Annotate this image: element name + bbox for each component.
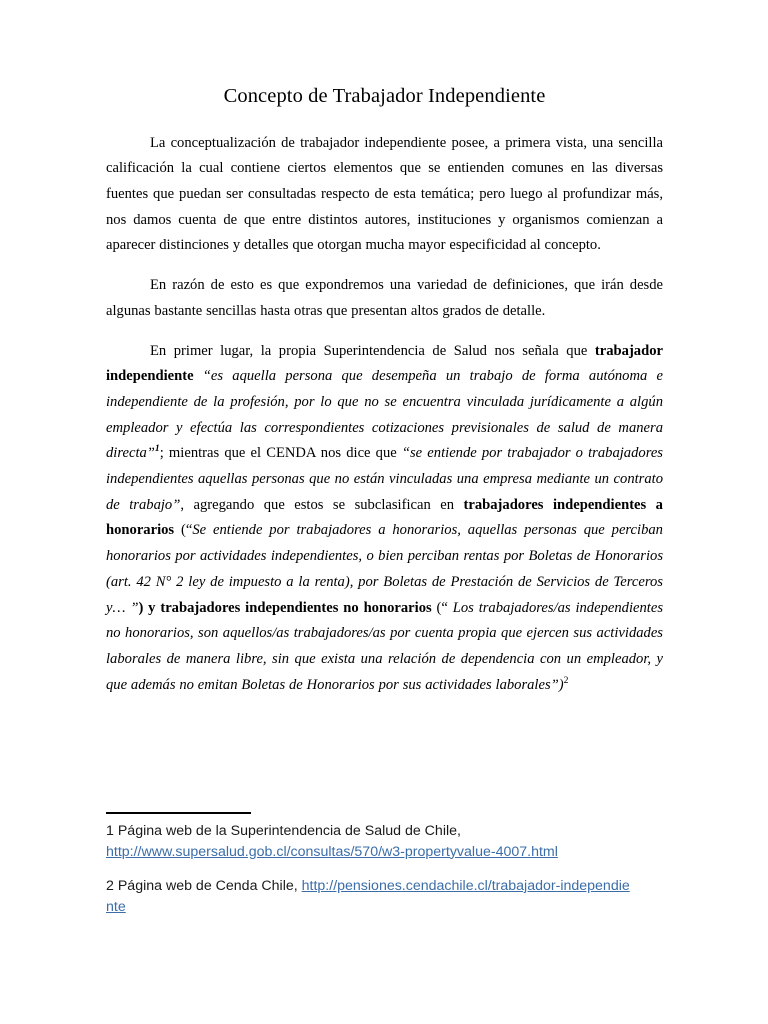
document-body — [106, 84, 663, 698]
footnote-2-marker: 2 — [106, 878, 114, 894]
paragraph-2: En razón de esto es que expondremos una variedad de definiciones, que irán desde algunas bastante sencillas hasta otras que presentan altos grados de detalle. — [106, 277, 663, 319]
p3-bold-term-1: trabajador independiente — [106, 342, 663, 385]
footnote-separator-rule — [106, 812, 251, 814]
p3-bold-term-2: trabajadores independientes a honorarios — [106, 496, 663, 539]
footnote-1 — [106, 821, 636, 862]
p3-close-paren-1: ) — [138, 599, 149, 616]
p3-close-paren-2: ) — [558, 676, 564, 693]
p3-bold-term-3: y trabajadores independientes no honorarios — [148, 599, 432, 616]
footnote-2-text: Página web de Cenda Chile, — [117, 878, 298, 894]
page-title: Concepto de Trabajador Independiente — [223, 85, 546, 107]
footnote-section — [106, 812, 676, 917]
p3-quote-cenda: “se entiende por trabajador o trabajadores independientes aquellas personas que no están vinculadas una empresa mediante un contrato de trabajo” — [106, 445, 663, 513]
footnote-2-link[interactable]: http://pensiones.cendachile.cl/trabajador-independiente — [106, 878, 630, 915]
footnote-1-marker: 1 — [106, 823, 114, 839]
p3-lead-text: En primer lugar, la propia Superintendencia de Salud nos señala que — [150, 342, 595, 359]
p3-open-paren-2: (“ — [431, 599, 453, 616]
footnote-1-link[interactable]: http://www.supersalud.gob.cl/consultas/570/w3-propertyvalue-4007.html — [106, 843, 558, 860]
footnote-2 — [106, 876, 636, 917]
paragraph-3 — [106, 339, 663, 699]
p3-connector-2: , agregando que estos se subclasifican en — [180, 496, 464, 513]
footnote-1-text: Página web de la Superintendencia de Salud de Chile, — [117, 823, 461, 839]
p3-quote-honorarios: Se entiende por trabajadores a honorarios, aquellas personas que perciban honorarios por actividades independientes, o bien perciban rentas por Boletas de Honorarios (art. 42 N° 2 ley de impuesto a la renta), por Boletas de Prestación de Servicios de Terceros y… ” — [106, 522, 663, 616]
p3-quote-no-honorarios: Los trabajadores/as independientes no honorarios, son aquellos/as trabajadores/as por cuenta propia que ejercen sus actividades laborales de manera libre, sin que exista una relación de dependencia con un empleador, y que además no emitan Boletas de Honorarios por sus actividades laborales” — [106, 599, 663, 693]
footnote-reference-2[interactable]: 2 — [563, 674, 569, 686]
p3-open-paren-1: (“ — [174, 522, 193, 539]
p3-quote-supersalud: “es aquella persona que desempeña un trabajo de forma autónoma e independiente de la profesión, por lo que no se encuentra vinculada jurídicamente a algún empleador y efectúa las correspondientes cotizaciones previsionales de salud de manera directa” — [106, 368, 663, 462]
paragraph-1: La conceptualización de trabajador independiente posee, a primera vista, una sencilla calificación la cual contiene ciertos elementos que se entienden comunes en las diversas fuentes que puedan ser consultadas respecto de esta temática; pero luego al profundizar más, nos damos cuenta de que entre distintos autores, instituciones y organismos comienzan a aparecer distinciones y detalles que otorgan mucha mayor especificidad al concepto. — [106, 134, 663, 254]
footnote-reference-1[interactable]: 1 — [154, 443, 160, 455]
p3-connector-1: ; mientras que el CENDA nos dice que — [159, 445, 402, 462]
